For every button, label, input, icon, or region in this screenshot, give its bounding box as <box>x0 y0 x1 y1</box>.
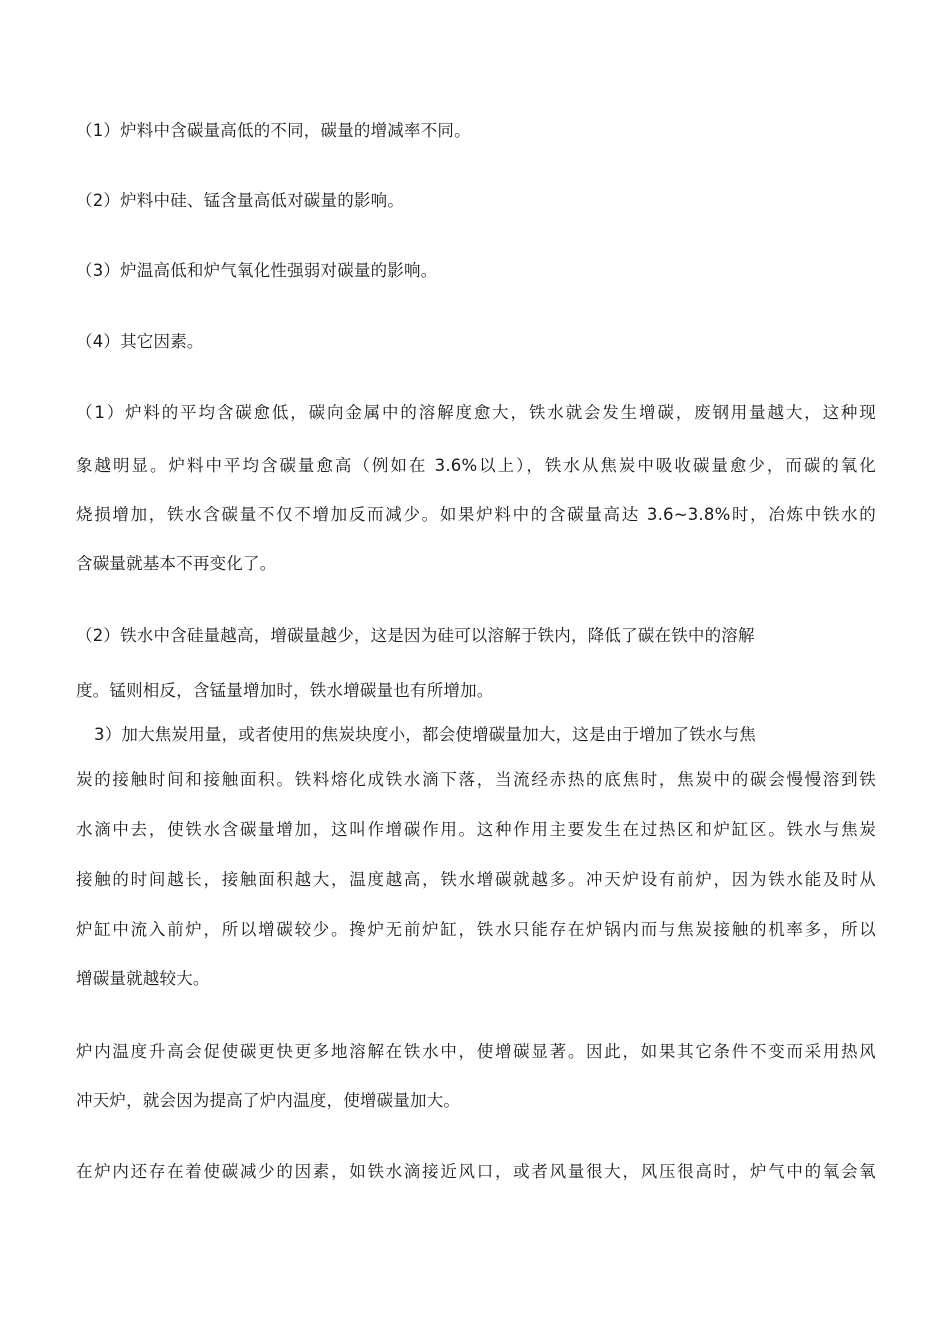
paragraph-3-line: 接触的时间越长，接触面积越大，温度越高，铁水增碳就越多。冲天炉设有前炉，因为铁水能及时从 <box>76 870 876 889</box>
paragraph-3-line: 炭的接触时间和接触面积。铁料熔化成铁水滴下落，当流经赤热的底焦时，焦炭中的碳会慢慢溶到铁 <box>76 770 876 789</box>
paragraph-1-line: 象越明显。炉料中平均含碳量愈高（例如在 3.6%以上），铁水从焦炭中吸收碳量愈少，而碳的氧化 <box>76 456 876 475</box>
paragraph-1-line: 烧损增加，铁水含碳量不仅不增加反而减少。如果炉料中的含碳量高达 3.6~3.8%时，冶炼中铁水的 <box>76 505 876 524</box>
paragraph-5-line: 在炉内还存在着使碳减少的因素，如铁水滴接近风口，或者风量很大，风压很高时，炉气中的氧会氧 <box>76 1162 876 1181</box>
paragraph-4-line: 炉内温度升高会促使碳更快更多地溶解在铁水中，使增碳显著。因此，如果其它条件不变而采用热风 <box>76 1042 876 1061</box>
paragraph-3-line: 3）加大焦炭用量，或者使用的焦炭块度小，都会使增碳量加大，这是由于增加了铁水与焦 <box>94 725 756 744</box>
paragraph-3-line: 增碳量就越较大。 <box>76 969 210 988</box>
paragraph-4-line: 冲天炉，就会因为提高了炉内温度，使增碳量加大。 <box>76 1091 461 1110</box>
paragraph-1-line: （1）炉料的平均含碳愈低，碳向金属中的溶解度愈大，铁水就会发生增碳，废钢用量越大，这种现 <box>76 403 876 422</box>
paragraph-1-line: 含碳量就基本不再变化了。 <box>76 554 277 573</box>
paragraph-2-line: 度。锰则相反，含锰量增加时，铁水增碳量也有所增加。 <box>76 681 494 700</box>
list-item-2: （2）炉料中硅、锰含量高低对碳量的影响。 <box>76 191 404 210</box>
paragraph-3-line: 水滴中去，使铁水含碳量增加，这叫作增碳作用。这种作用主要发生在过热区和炉缸区。铁水与焦炭 <box>76 820 876 839</box>
paragraph-3-line: 炉缸中流入前炉，所以增碳较少。搀炉无前炉缸，铁水只能存在炉锅内而与焦炭接触的机率多，所以 <box>76 920 876 939</box>
paragraph-2-line: （2）铁水中含硅量越高，增碳量越少，这是因为硅可以溶解于铁内，降低了碳在铁中的溶解 <box>76 626 755 645</box>
list-item-4: （4）其它因素。 <box>76 332 204 351</box>
list-item-3: （3）炉温高低和炉气氧化性强弱对碳量的影响。 <box>76 261 438 280</box>
list-item-1: （1）炉料中含碳量高低的不同，碳量的增减率不同。 <box>76 121 471 140</box>
